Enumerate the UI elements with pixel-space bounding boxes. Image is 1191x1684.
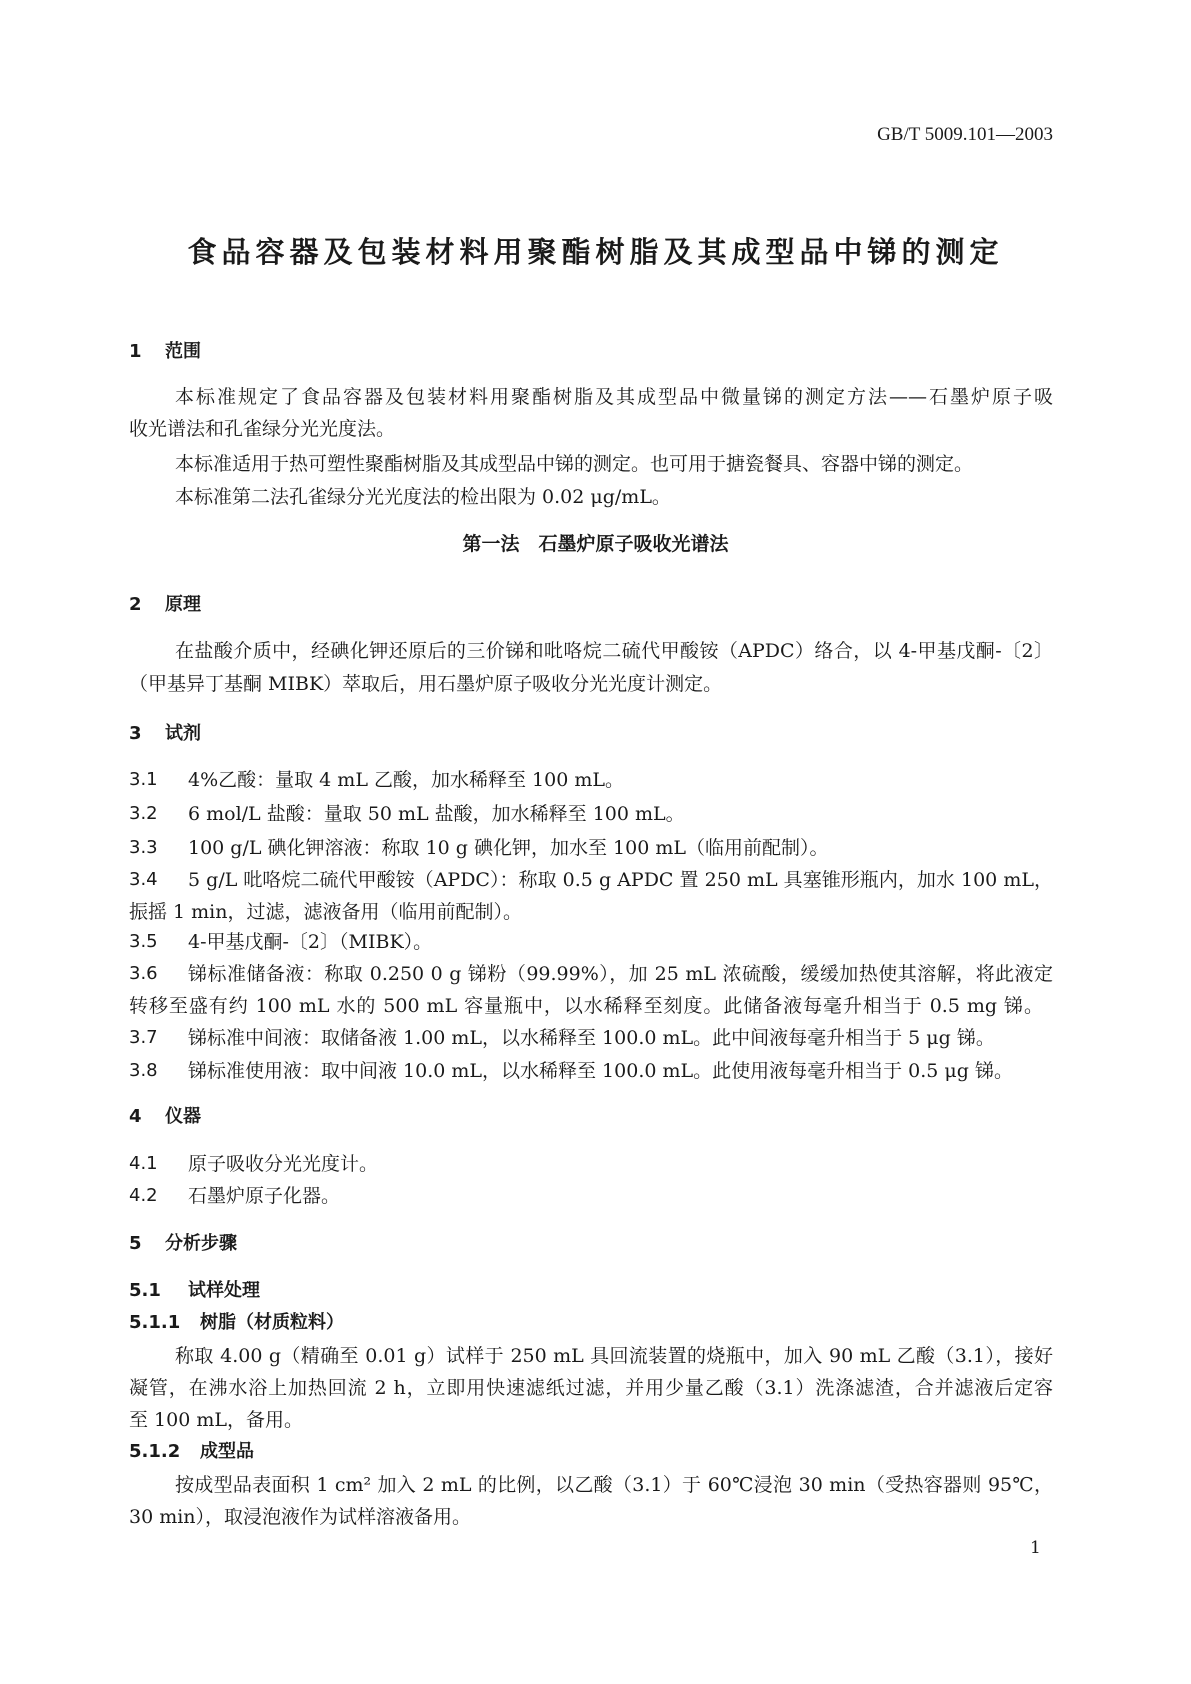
- item-text: 100 g/L 碘化钾溶液：称取 10 g 碘化钾，加水至 100 mL（临用前配制）。: [188, 837, 829, 859]
- item-number: 3.2: [129, 803, 158, 824]
- item-text: 原子吸收分光光度计。: [188, 1153, 379, 1175]
- method-heading: 第一法 石墨炉原子吸收光谱法: [462, 533, 729, 555]
- item-text: 转移至盛有约 100 mL 水的 500 mL 容量瓶中，以水稀释至刻度。此储备液每毫升相当于 0.5 mg 锑。: [129, 995, 1043, 1017]
- page-number: 1: [1030, 1538, 1041, 1558]
- item-number: 4.1: [129, 1153, 158, 1174]
- item-number: 3.3: [129, 837, 158, 858]
- subsection-number: 5.1.2: [129, 1441, 181, 1462]
- paragraph-line: 至 100 mL，备用。: [129, 1409, 303, 1431]
- item-text: 锑标准中间液：取储备液 1.00 mL，以水稀释至 100.0 mL。此中间液每毫升相当于 5 μg 锑。: [188, 1027, 995, 1049]
- paragraph-line: （甲基异丁基酮 MIBK）萃取后，用石墨炉原子吸收分光光度计测定。: [129, 673, 723, 695]
- section-heading: 原理: [165, 594, 201, 615]
- section-number: 1: [129, 341, 142, 362]
- section-number: 3: [129, 723, 142, 744]
- paragraph-line: 在盐酸介质中，经碘化钾还原后的三价锑和吡咯烷二硫代甲酸铵（APDC）络合，以 4-甲基戊酮-〔2〕: [175, 640, 1053, 662]
- paragraph-line: 按成型品表面积 1 cm² 加入 2 mL 的比例，以乙酸（3.1）于 60℃浸泡 30 min（受热容器则 95℃，: [175, 1474, 1053, 1496]
- item-number: 3.6: [129, 963, 158, 984]
- item-text: 锑标准储备液：称取 0.250 0 g 锑粉（99.99%），加 25 mL 浓硫酸，缓缓加热使其溶解，将此液定: [188, 963, 1053, 985]
- item-text: 振摇 1 min，过滤，滤液备用（临用前配制）。: [129, 901, 522, 923]
- section-heading: 范围: [165, 341, 201, 362]
- section-number: 4: [129, 1106, 142, 1127]
- paragraph-line: 收光谱法和孔雀绿分光光度法。: [129, 418, 396, 440]
- item-number: 3.8: [129, 1060, 158, 1081]
- paragraph-line: 本标准适用于热可塑性聚酯树脂及其成型品中锑的测定。也可用于搪瓷餐具、容器中锑的测定。: [175, 453, 974, 475]
- item-text: 4%乙酸：量取 4 mL 乙酸，加水稀释至 100 mL。: [188, 769, 624, 791]
- subsection-number: 5.1.1: [129, 1312, 181, 1333]
- subsection-heading: 树脂（材质粒料）: [200, 1312, 344, 1333]
- document-title: 食品容器及包装材料用聚酯树脂及其成型品中锑的测定: [187, 235, 1004, 269]
- subsection-number: 5.1: [129, 1280, 161, 1301]
- item-number: 4.2: [129, 1185, 158, 1206]
- item-text: 6 mol/L 盐酸：量取 50 mL 盐酸，加水稀释至 100 mL。: [188, 803, 685, 825]
- paragraph-line: 本标准规定了食品容器及包装材料用聚酯树脂及其成型品中微量锑的测定方法——石墨炉原子吸: [175, 386, 1053, 408]
- item-text: 4-甲基戊酮-〔2〕（MIBK）。: [188, 931, 433, 953]
- paragraph-line: 30 min），取浸泡液作为试样溶液备用。: [129, 1506, 472, 1528]
- section-heading: 仪器: [165, 1106, 201, 1127]
- subsection-heading: 成型品: [200, 1441, 254, 1462]
- item-text: 石墨炉原子化器。: [188, 1185, 341, 1207]
- section-heading: 试剂: [165, 723, 201, 744]
- item-number: 3.7: [129, 1027, 158, 1048]
- section-number: 5: [129, 1233, 142, 1254]
- paragraph-line: 凝管，在沸水浴上加热回流 2 h，立即用快速滤纸过滤，并用少量乙酸（3.1）洗涤滤渣，合并滤液后定容: [129, 1377, 1053, 1399]
- paragraph-line: 称取 4.00 g（精确至 0.01 g）试样于 250 mL 具回流装置的烧瓶中，加入 90 mL 乙酸（3.1），接好: [175, 1345, 1053, 1367]
- section-heading: 分析步骤: [165, 1233, 237, 1254]
- section-number: 2: [129, 594, 142, 615]
- subsection-heading: 试样处理: [188, 1280, 260, 1301]
- item-number: 3.1: [129, 769, 158, 790]
- standard-code: GB/T 5009.101—2003: [877, 124, 1053, 145]
- item-number: 3.4: [129, 869, 158, 890]
- item-number: 3.5: [129, 931, 158, 952]
- item-text: 5 g/L 吡咯烷二硫代甲酸铵（APDC）：称取 0.5 g APDC 置 250 mL 具塞锥形瓶内，加水 100 mL，: [188, 869, 1053, 891]
- item-text: 锑标准使用液：取中间液 10.0 mL，以水稀释至 100.0 mL。此使用液每毫升相当于 0.5 μg 锑。: [188, 1060, 1013, 1082]
- paragraph-line: 本标准第二法孔雀绿分光光度法的检出限为 0.02 μg/mL。: [175, 486, 671, 508]
